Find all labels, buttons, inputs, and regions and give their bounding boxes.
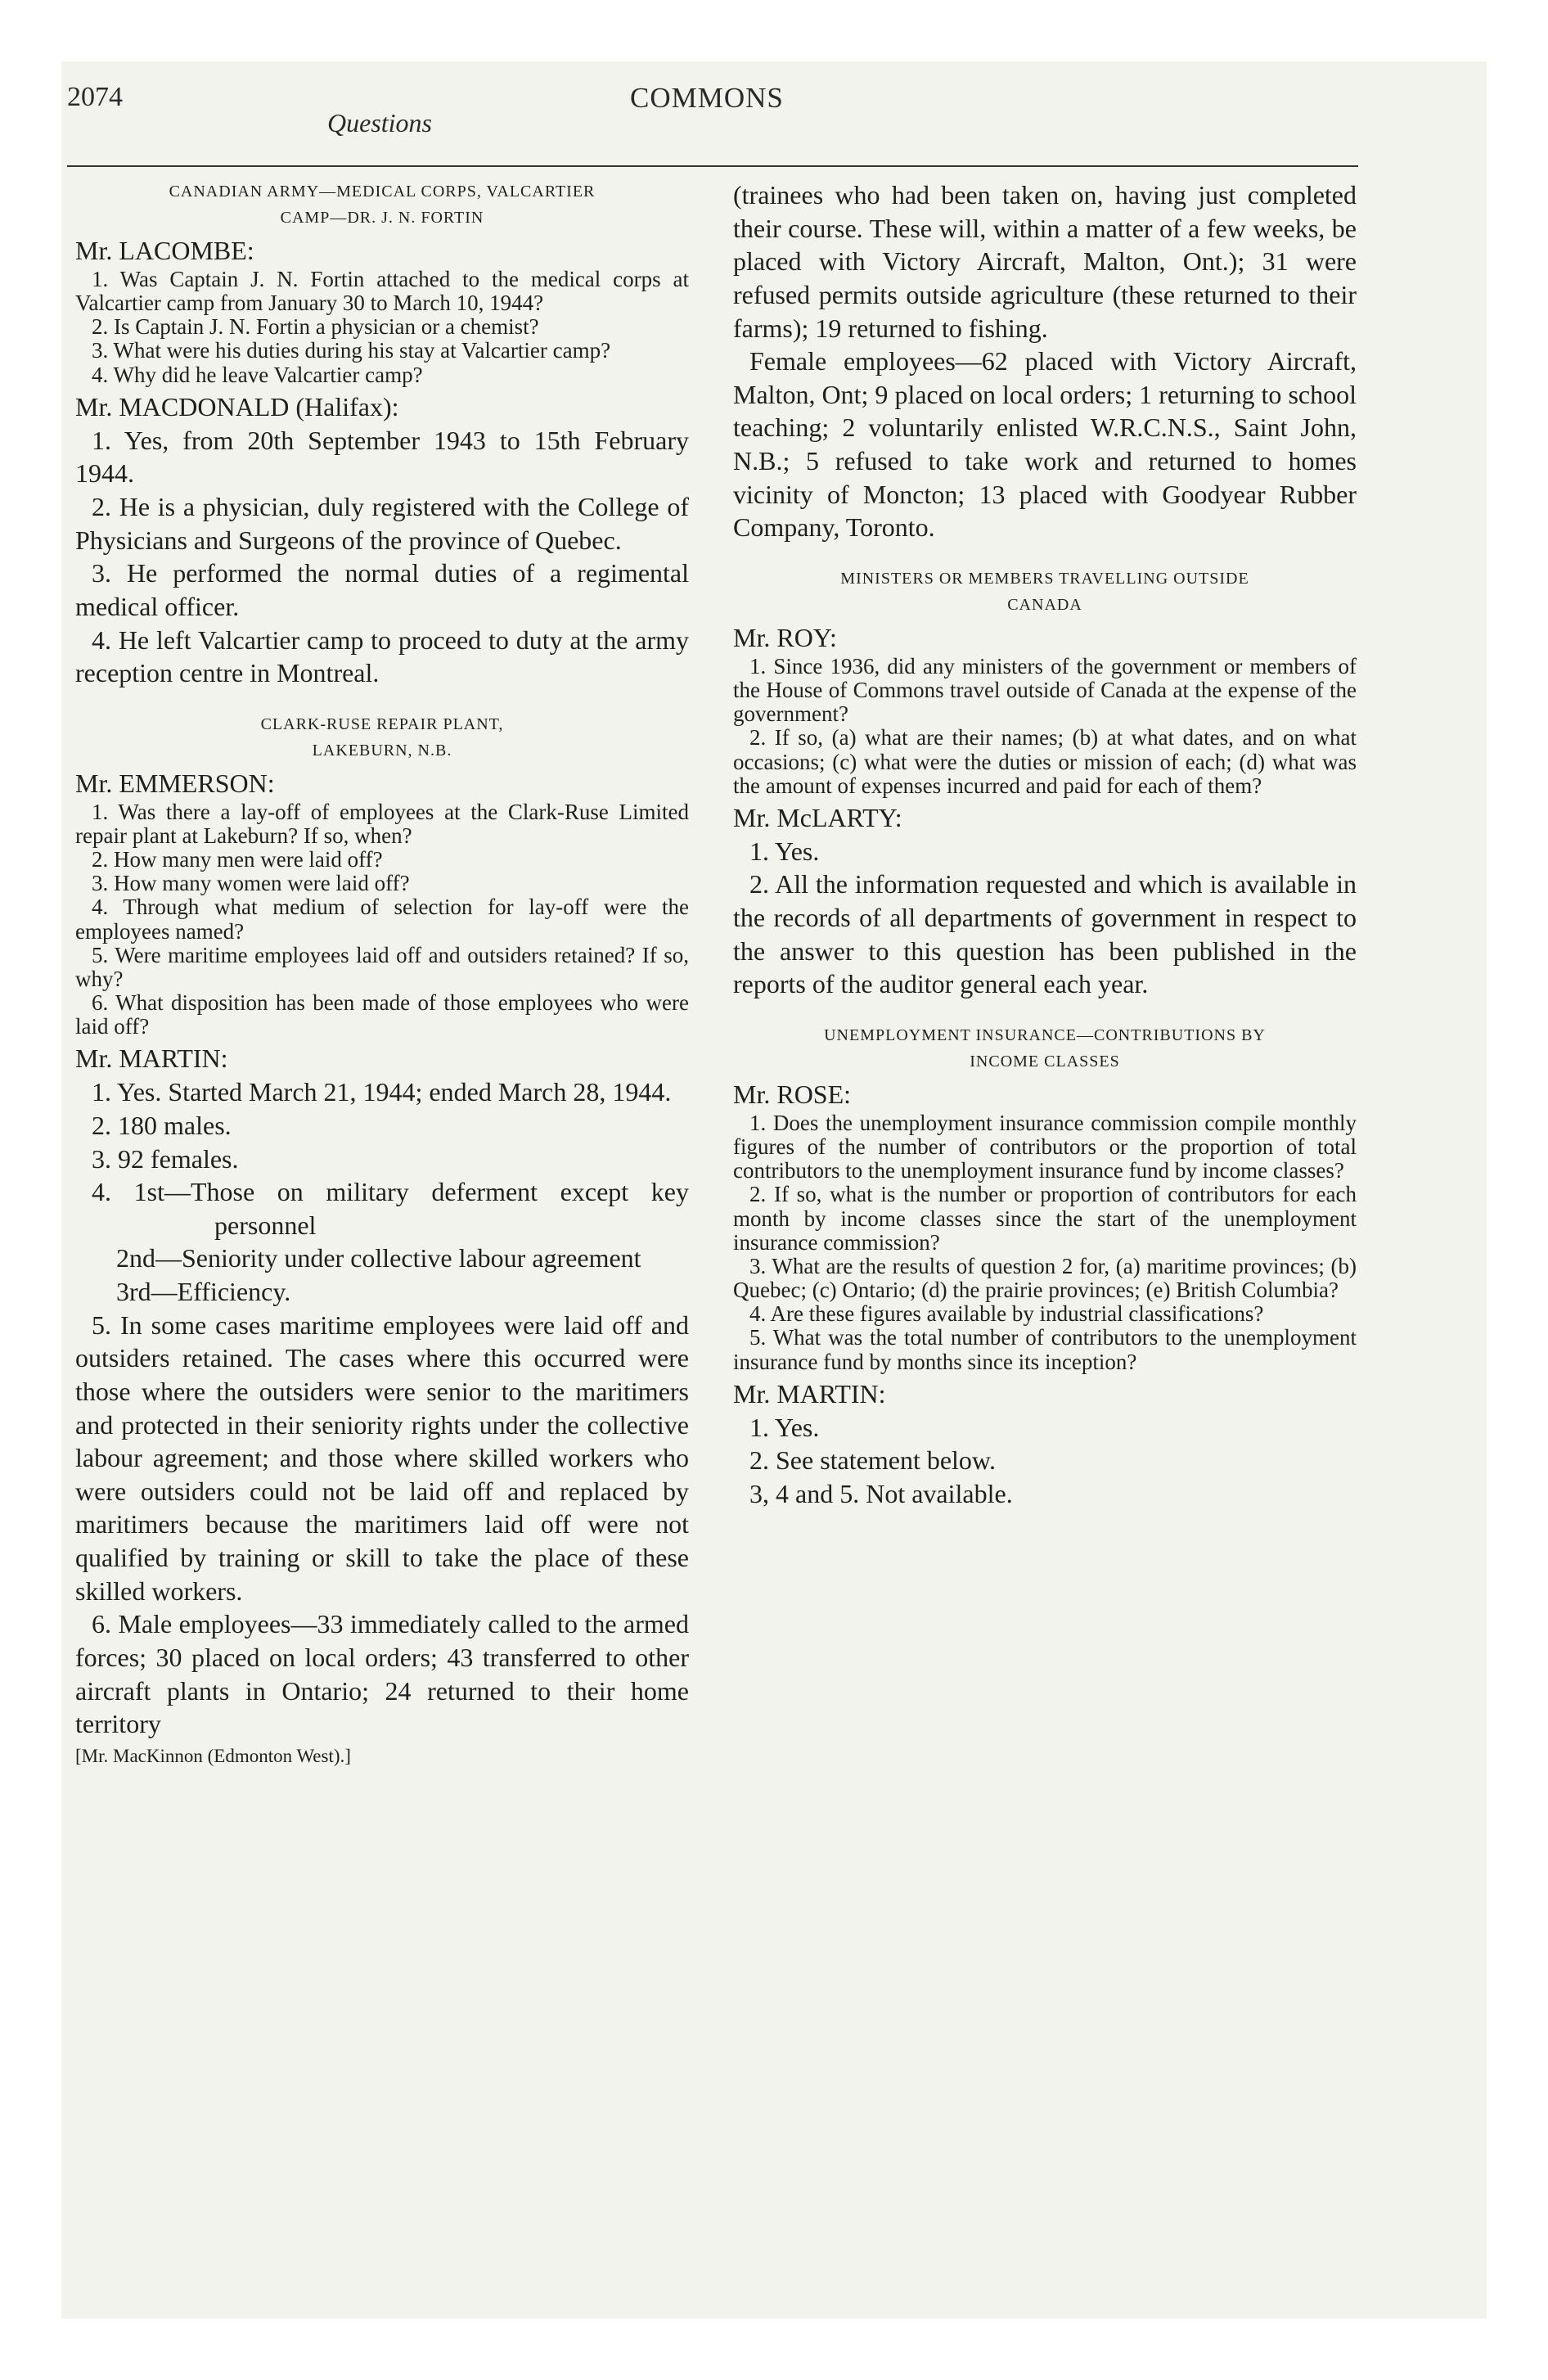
question-text: 2. Is Captain J. N. Fortin a physician or a chemist? <box>92 314 539 340</box>
running-subtitle: Questions <box>327 108 432 137</box>
running-title: COMMONS <box>630 82 784 114</box>
question-text: 1. Was there a lay-off of employees at the Clark-Ruse Limited repair plant at Lakeburn? If so, when? <box>75 799 689 848</box>
answer-text: 3. 92 females. <box>92 1143 239 1174</box>
header-rule <box>67 165 1358 167</box>
answer-text: 1. Yes. <box>749 1412 820 1442</box>
page-number: 2074 <box>67 82 123 112</box>
speaker-name: Mr. MARTIN: <box>733 1378 886 1409</box>
question-text: 2. How many men were laid off? <box>92 847 383 872</box>
section-heading: UNEMPLOYMENT INSURANCE—CONTRIBUTIONS BY INCOME CLASSES <box>824 1025 1266 1071</box>
section-heading: CLARK-RUSE REPAIR PLANT, LAKEBURN, N.B. <box>260 714 504 760</box>
question-text: 6. What disposition has been made of those employees who were laid off? <box>75 990 689 1039</box>
answer-text: 5. In some cases maritime employees were laid off and outsiders retained. The cases where this occurred were those where the outsiders were senior to the maritimers and protected in their seniority rights under the collective labour agreement; and those where skilled workers who were outsiders could not be laid off and replaced by maritimers because the maritimers laid off were not qualified by training or skill to take the place of these skilled workers. <box>75 1309 689 1606</box>
question-text: 5. Were maritime employees laid off and outsiders retained? If so, why? <box>75 942 689 991</box>
footnote: [Mr. MacKinnon (Edmonton West).] <box>75 1745 351 1766</box>
question-text: 2. If so, (a) what are their names; (b) at what dates, and on what occasions; (c) what were the duties or mission of each; (d) what was the amount of expenses incurred and paid for each of them? <box>733 725 1357 798</box>
answer-text: 2. All the information requested and which is available in the records of all departments of government in respect to the answer to this question has been published in the reports of the auditor general each year. <box>733 869 1357 999</box>
speaker-name: Mr. MARTIN: <box>75 1044 228 1074</box>
answer-text: 1. Yes. Started March 21, 1944; ended March 28, 1944. <box>92 1077 672 1107</box>
question-text: 3. What are the results of question 2 for, (a) maritime provinces; (b) Quebec; (c) Ontario; (d) the prairie provinces; (e) British Columbia? <box>733 1253 1357 1303</box>
speaker-name: Mr. ROY: <box>733 622 837 652</box>
answer-text: 4. He left Valcartier camp to proceed to duty at the army reception centre in Montreal. <box>75 624 689 688</box>
answer-text: 1. Yes, from 20th September 1943 to 15th February 1944. <box>75 425 689 489</box>
question-text: 4. Why did he leave Valcartier camp? <box>92 362 423 387</box>
speaker-name: Mr. MACDONALD (Halifax): <box>75 391 399 421</box>
answer-text: 2. 180 males. <box>92 1110 232 1140</box>
continued-text: (trainees who had been taken on, having just completed their course. These will, within a matter of a few weeks, be placed with Victory Aircraft, Malton, Ont.); 31 were refused permits outside agriculture (these returned to their farms); 19 returned to fishing. <box>733 180 1357 343</box>
question-text: 3. How many women were laid off? <box>92 871 410 896</box>
answer-text: 3. He performed the normal duties of a regimental medical officer. <box>75 558 689 621</box>
answer-text: 2nd—Seniority under collective labour agreement <box>116 1243 641 1273</box>
question-text: 2. If so, what is the number or proportion of contributors for each month by income classes since the start of the unemployment insurance commission? <box>733 1182 1357 1255</box>
speaker-name: Mr. LACOMBE: <box>75 236 254 265</box>
answer-text: 6. Male employees—33 immediately called to the armed forces; 30 placed on local orders; 43 transferred to other aircraft plants in Ontario; 24 returned to their home territory <box>75 1609 689 1739</box>
right-column <box>733 178 1357 1511</box>
answer-text: 1. Yes. <box>749 836 820 866</box>
section-heading: CANADIAN ARMY—MEDICAL CORPS, VALCARTIER CAMP—DR. J. N. FORTIN <box>169 183 596 227</box>
answer-text: 3rd—Efficiency. <box>116 1277 291 1307</box>
left-column <box>75 178 689 1767</box>
answer-text: 2. See statement below. <box>749 1445 996 1476</box>
question-text: 4. Through what medium of selection for lay-off were the employees named? <box>75 895 689 944</box>
question-text: 1. Since 1936, did any ministers of the government or members of the House of Commons travel outside of Canada at the expense of the government? <box>733 653 1357 727</box>
question-text: 4. Are these figures available by industrial classifications? <box>749 1301 1264 1327</box>
question-text: 3. What were his duties during his stay at Valcartier camp? <box>92 338 611 363</box>
speaker-name: Mr. ROSE: <box>733 1079 852 1109</box>
answer-text: 2. He is a physician, duly registered with the College of Physicians and Surgeons of the province of Quebec. <box>75 492 689 555</box>
question-text: 1. Was Captain J. N. Fortin attached to the medical corps at Valcartier camp from January 30 to March 10, 1944? <box>75 267 689 316</box>
speaker-name: Mr. McLARTY: <box>733 802 902 832</box>
section-heading: MINISTERS OR MEMBERS TRAVELLING OUTSIDE CANADA <box>840 569 1249 614</box>
continued-text: Female employees—62 placed with Victory Aircraft, Malton, Ont; 9 placed on local orders; 1 returning to school teaching; 2 voluntarily enlisted W.R.C.N.S., Saint John, N.B.; 5 refused to take work and returned to homes vicinity of Moncton; 13 placed with Goodyear Rubber Company, Toronto. <box>733 346 1357 543</box>
answer-text: 4. 1st—Those on military deferment except key personnel <box>92 1177 689 1240</box>
speaker-name: Mr. EMMERSON: <box>75 768 275 798</box>
answer-text: 3, 4 and 5. Not available. <box>749 1478 1013 1508</box>
question-text: 1. Does the unemployment insurance commission compile monthly figures of the number of contributors or the proportion of total contributors to the unemployment insurance fund by income classes? <box>733 1110 1357 1183</box>
question-text: 5. What was the total number of contributors to the unemployment insurance fund by months since its inception? <box>733 1325 1357 1374</box>
